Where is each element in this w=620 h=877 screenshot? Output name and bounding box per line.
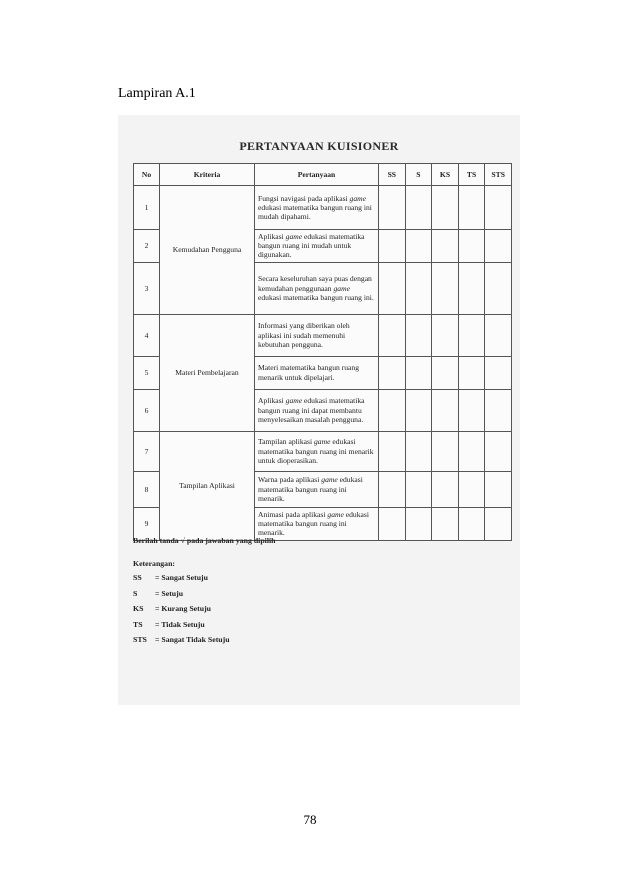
- answer-cell-ks[interactable]: [432, 230, 459, 263]
- legend-abbr: S: [133, 588, 138, 598]
- row-number: 5: [134, 356, 160, 389]
- legend-item: [133, 620, 230, 636]
- answer-cell-s[interactable]: [405, 186, 432, 230]
- answer-cell-ts[interactable]: [458, 314, 485, 356]
- answer-cell-ss[interactable]: [379, 507, 406, 540]
- question-text-part: edukasi matematika bangun ruang ini menarik untuk dioperasikan.: [258, 437, 374, 465]
- row-number: 2: [134, 230, 160, 263]
- legend-desc: = Setuju: [155, 588, 184, 598]
- table-header-row: [134, 164, 512, 186]
- answer-cell-ts[interactable]: [458, 356, 485, 389]
- question-text-part: game: [321, 475, 338, 485]
- row-number: 9: [134, 507, 160, 540]
- answer-cell-sts[interactable]: [485, 431, 512, 471]
- question-text-part: Materi matematika bangun ruang menarik untuk dipelajari.: [258, 363, 360, 382]
- legend-item: [133, 604, 230, 620]
- row-number: 6: [134, 389, 160, 431]
- questionnaire-title: PERTANYAAN KUISIONER: [239, 139, 399, 153]
- answer-cell-ts[interactable]: [458, 507, 485, 540]
- question-cell: [255, 186, 379, 230]
- answer-cell-ss[interactable]: [379, 186, 406, 230]
- answer-cell-s[interactable]: [405, 314, 432, 356]
- answer-cell-ks[interactable]: [432, 471, 459, 507]
- answer-cell-s[interactable]: [405, 262, 432, 314]
- row-number: 3: [134, 262, 160, 314]
- question-text-part: Aplikasi: [258, 396, 286, 406]
- question-cell: [255, 471, 379, 507]
- answer-cell-ts[interactable]: [458, 471, 485, 507]
- question-text-part: game: [349, 193, 366, 203]
- question-text-part: Secara keseluruhan saya puas dengan kemudahan penggunaan: [258, 274, 372, 293]
- answer-cell-sts[interactable]: [485, 262, 512, 314]
- answer-cell-ts[interactable]: [458, 389, 485, 431]
- question-text-part: Aplikasi: [258, 232, 286, 241]
- answer-cell-ts[interactable]: [458, 186, 485, 230]
- answer-cell-sts[interactable]: [485, 389, 512, 431]
- answer-cell-ss[interactable]: [379, 471, 406, 507]
- header-ks: KS: [432, 164, 459, 186]
- question-text-part: Warna pada aplikasi: [258, 475, 322, 485]
- criteria-cell: Tampilan Aplikasi: [160, 431, 255, 540]
- scanned-questionnaire: [118, 115, 520, 705]
- answer-cell-ss[interactable]: [379, 389, 406, 431]
- answer-cell-s[interactable]: [405, 356, 432, 389]
- question-cell: [255, 356, 379, 389]
- legend-list: [133, 573, 230, 651]
- header-kriteria: Kriteria: [160, 164, 255, 186]
- legend-title: Keterangan:: [133, 559, 176, 568]
- instruction-text: Berilah tanda √ pada jawaban yang dipilih: [133, 536, 276, 545]
- question-text-part: game: [327, 509, 344, 519]
- question-text-part: game: [333, 283, 350, 293]
- answer-cell-sts[interactable]: [485, 507, 512, 540]
- header-ts: TS: [458, 164, 485, 186]
- answer-cell-ks[interactable]: [432, 356, 459, 389]
- question-text-part: edukasi matematika bangun ruang ini mudah untuk digunakan.: [258, 232, 365, 260]
- question-cell: [255, 314, 379, 356]
- question-text-part: edukasi matematika bangun ruang ini.: [258, 292, 374, 302]
- header-sts: STS: [485, 164, 512, 186]
- question-text-part: Animasi pada aplikasi: [258, 509, 328, 519]
- question-cell: [255, 262, 379, 314]
- answer-cell-sts[interactable]: [485, 186, 512, 230]
- questionnaire-table: [133, 163, 512, 541]
- answer-cell-sts[interactable]: [485, 314, 512, 356]
- criteria-cell: Materi Pembelajaran: [160, 314, 255, 431]
- header-ss: SS: [379, 164, 406, 186]
- legend-desc: = Kurang Setuju: [155, 604, 211, 613]
- legend-desc: = Sangat Setuju: [155, 573, 208, 582]
- row-number: 4: [134, 314, 160, 356]
- answer-cell-ss[interactable]: [379, 230, 406, 263]
- question-text-part: Fungsi navigasi pada aplikasi: [258, 193, 350, 203]
- question-text-part: game: [314, 437, 331, 447]
- page-number: 78: [303, 812, 317, 827]
- answer-cell-ks[interactable]: [432, 262, 459, 314]
- table-row: [134, 431, 512, 471]
- criteria-cell: Kemudahan Pengguna: [160, 186, 255, 315]
- question-cell: [255, 431, 379, 471]
- legend-desc: = Tidak Setuju: [155, 619, 205, 629]
- answer-cell-ks[interactable]: [432, 507, 459, 540]
- question-cell: [255, 389, 379, 431]
- row-number: 1: [134, 186, 160, 230]
- question-text-part: edukasi matematika bangun ruang ini menarik.: [258, 509, 369, 538]
- row-number: 7: [134, 431, 160, 471]
- answer-cell-ts[interactable]: [458, 230, 485, 263]
- answer-cell-s[interactable]: [405, 471, 432, 507]
- row-number: 8: [134, 471, 160, 507]
- answer-cell-sts[interactable]: [485, 356, 512, 389]
- answer-cell-ss[interactable]: [379, 431, 406, 471]
- answer-cell-ss[interactable]: [379, 356, 406, 389]
- question-text-part: game: [285, 232, 303, 241]
- questionnaire-body: [134, 186, 512, 541]
- answer-cell-ks[interactable]: [432, 314, 459, 356]
- header-no: No: [134, 164, 160, 186]
- answer-cell-ks[interactable]: [432, 389, 459, 431]
- answer-cell-s[interactable]: [405, 507, 432, 540]
- answer-cell-s[interactable]: [405, 230, 432, 263]
- question-text-part: Informasi yang diberikan oleh aplikasi ini sudah memenuhi kebutuhan pengguna.: [258, 321, 350, 349]
- legend-abbr: TS: [133, 619, 143, 629]
- appendix-heading: Lampiran A.1: [118, 86, 196, 101]
- question-text-part: game: [285, 396, 303, 406]
- legend-item: [133, 635, 230, 651]
- table-row: [134, 314, 512, 356]
- table-row: [134, 186, 512, 230]
- answer-cell-s[interactable]: [405, 389, 432, 431]
- answer-cell-ks[interactable]: [432, 186, 459, 230]
- legend-item: [133, 589, 230, 605]
- question-text-part: Tampilan aplikasi: [258, 437, 314, 447]
- header-pertanyaan: Pertanyaan: [255, 164, 379, 186]
- legend-abbr: SS: [133, 573, 142, 582]
- question-text-part: edukasi matematika bangun ruang ini dapat membantu menyelesaikan masalah pengguna.: [258, 396, 365, 424]
- answer-cell-sts[interactable]: [485, 230, 512, 263]
- answer-cell-ts[interactable]: [458, 431, 485, 471]
- legend-item: [133, 573, 230, 589]
- answer-cell-ss[interactable]: [379, 314, 406, 356]
- answer-cell-sts[interactable]: [485, 471, 512, 507]
- answer-cell-ks[interactable]: [432, 431, 459, 471]
- question-text-part: edukasi matematika bangun ruang ini mudah dipahami.: [258, 202, 372, 222]
- legend-desc: = Sangat Tidak Setuju: [155, 635, 230, 644]
- legend-abbr: KS: [133, 604, 144, 613]
- legend-abbr: STS: [133, 635, 147, 644]
- answer-cell-s[interactable]: [405, 431, 432, 471]
- answer-cell-ss[interactable]: [379, 262, 406, 314]
- question-text-part: edukasi matematika bangun ruang ini menarik.: [258, 475, 363, 503]
- header-s: S: [405, 164, 432, 186]
- answer-cell-ts[interactable]: [458, 262, 485, 314]
- question-cell: [255, 230, 379, 263]
